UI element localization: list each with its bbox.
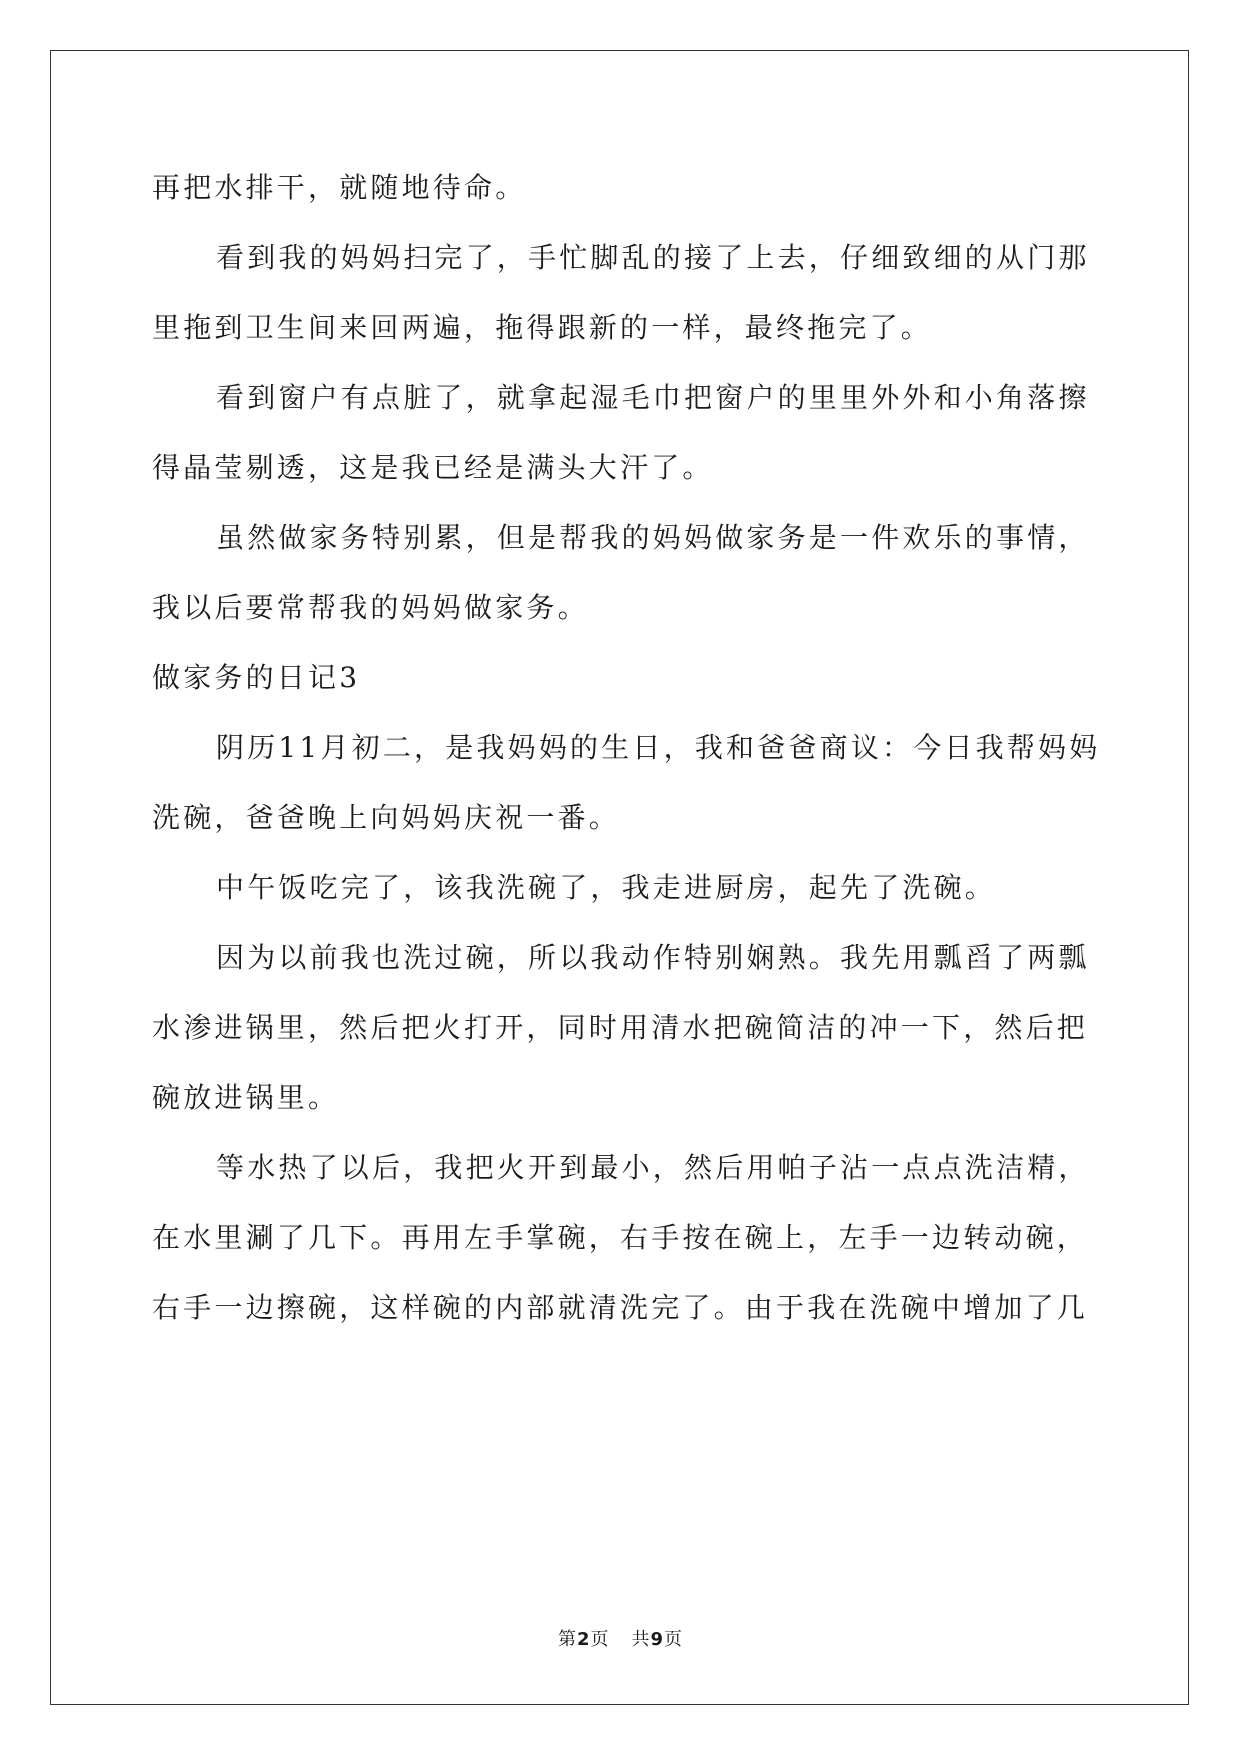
text-line: 右手一边擦碗，这样碗的内部就清洗完了。由于我在洗碗中增加了几 xyxy=(152,1291,1089,1324)
text-line: 做家务的日记3 xyxy=(152,661,361,694)
text-line: 洗碗，爸爸晚上向妈妈庆祝一番。 xyxy=(152,801,621,834)
text-line: 看到我的妈妈扫完了，手忙脚乱的接了上去，仔细致细的从门那 xyxy=(216,241,1090,274)
footer-page-mid: 页 xyxy=(590,1629,610,1650)
footer-page-total: 9 xyxy=(650,1629,665,1650)
footer-total-suffix: 页 xyxy=(664,1629,684,1650)
text-line: 等水热了以后，我把火开到最小，然后用帕子沾一点点洗洁精， xyxy=(216,1151,1090,1184)
text-line: 因为以前我也洗过碗，所以我动作特别娴熟。我先用瓢舀了两瓢 xyxy=(216,941,1090,974)
text-line: 阴历11月初二，是我妈妈的生日，我和爸爸商议：今日我帮妈妈 xyxy=(216,731,1101,764)
document-body xyxy=(152,153,1101,1343)
footer-page-prefix: 第 xyxy=(557,1629,577,1650)
text-line: 碗放进锅里。 xyxy=(152,1081,340,1114)
footer-total-prefix: 共 xyxy=(631,1629,651,1650)
text-line: 虽然做家务特别累，但是帮我的妈妈做家务是一件欢乐的事情， xyxy=(216,521,1090,554)
text-line: 得晶莹剔透，这是我已经是满头大汗了。 xyxy=(152,451,714,484)
text-line: 中午饭吃完了，该我洗碗了，我走进厨房，起先了洗碗。 xyxy=(216,871,997,904)
text-line: 里拖到卫生间来回两遍，拖得跟新的一样，最终拖完了。 xyxy=(152,311,933,344)
footer-page-current: 2 xyxy=(576,1629,591,1650)
text-line: 看到窗户有点脏了，就拿起湿毛巾把窗户的里里外外和小角落擦 xyxy=(216,381,1090,414)
text-line: 水渗进锅里，然后把火打开，同时用清水把碗简洁的冲一下，然后把 xyxy=(152,1011,1089,1044)
text-line: 再把水排干，就随地待命。 xyxy=(152,171,527,204)
page-footer xyxy=(0,1628,1241,1652)
text-line: 我以后要常帮我的妈妈做家务。 xyxy=(152,591,589,624)
text-line: 在水里涮了几下。再用左手掌碗，右手按在碗上，左手一边转动碗， xyxy=(152,1221,1089,1254)
